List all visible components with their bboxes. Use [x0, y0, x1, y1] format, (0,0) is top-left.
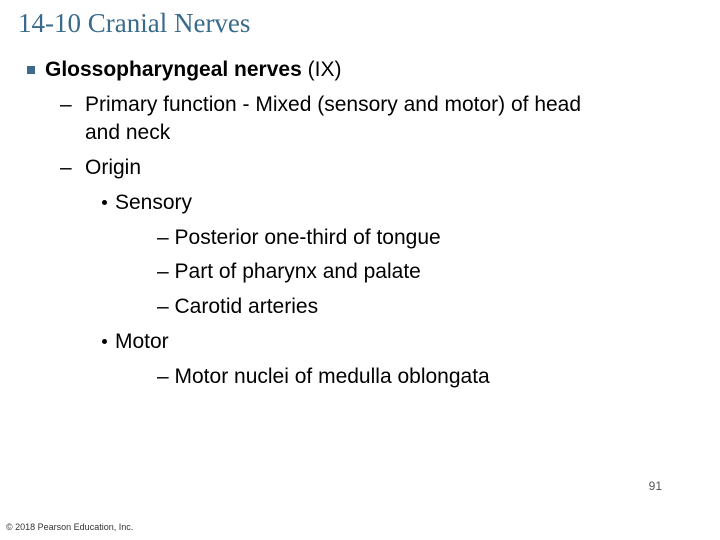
sensory-label: Sensory	[115, 191, 193, 214]
motor-item: – Motor nuclei of medulla oblongata	[157, 365, 490, 388]
sensory-item: – Posterior one-third of tongue	[157, 226, 441, 249]
page-number: 91	[648, 479, 662, 493]
heading-suffix-text: (IX)	[301, 58, 342, 81]
slide-title: 14-10 Cranial Nerves	[18, 8, 251, 38]
dash-marker: –	[60, 93, 72, 116]
dash-marker: –	[60, 156, 72, 179]
sensory-item: – Part of pharynx and palate	[157, 260, 421, 283]
primary-function-line2: and neck	[85, 121, 171, 144]
square-bullet-icon	[27, 66, 35, 74]
dot-bullet-icon	[102, 339, 107, 344]
heading-bold-text: Glossopharyngeal nerves	[45, 58, 302, 81]
copyright-text: © 2018 Pearson Education, Inc.	[6, 522, 134, 532]
heading-line	[45, 57, 341, 83]
motor-label: Motor	[115, 330, 169, 353]
dot-bullet-icon	[102, 200, 107, 205]
primary-function-line1: Primary function - Mixed (sensory and motor) of head	[85, 93, 582, 116]
origin-label: Origin	[85, 156, 142, 179]
sensory-item: – Carotid arteries	[157, 295, 319, 318]
